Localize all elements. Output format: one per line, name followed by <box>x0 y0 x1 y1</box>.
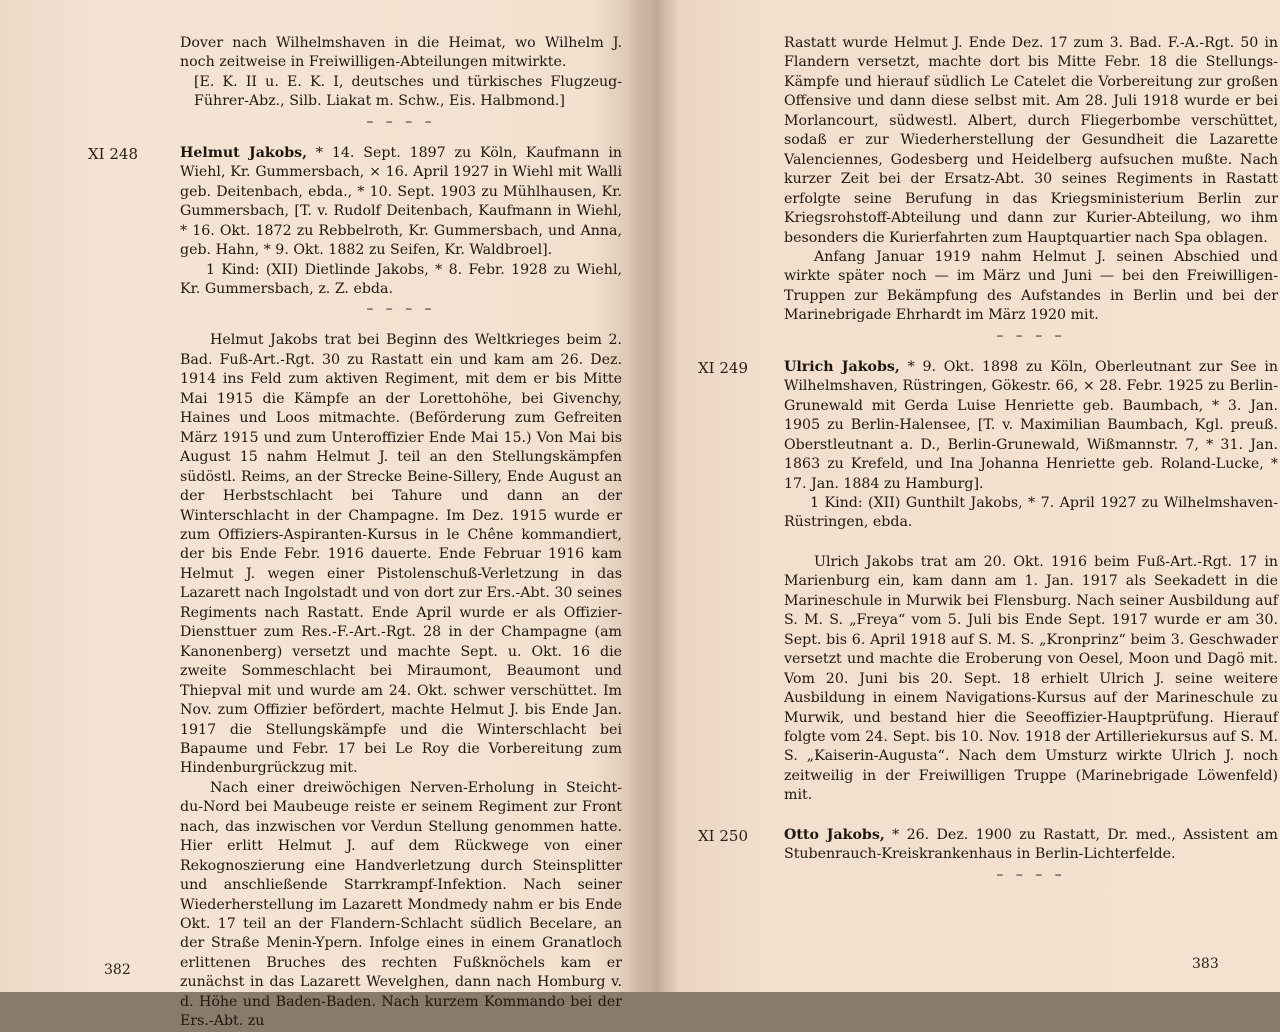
child-line: 1 Kind: (XII) Gunthilt Jakobs, * 7. April 1927 zu Wilhelmshaven-Rüstringen, ebda. <box>784 494 1278 531</box>
entry-biography <box>784 826 1278 865</box>
military-record-paragraph-1: Helmut Jakobs trat bei Beginn des Weltkrieges beim 2. Bad. Fuß-Art.-Rgt. 30 zu Rastatt ein und kam am 26. Dez. 1914 ins Feld zum aktiven Regiment, mit dem er bis Mitte Mai 1915 die Kämpfe an der Lorettohöhe, bei Givenchy, Haines und Loos mitmachte. (Beförderung zum Gefreiten März 1915 und zum Unteroffizier Ende Mai 15.) Von Mai bis August 15 nahm Helmut J. teil an den Stellungskämpfen südöstl. Reims, an der Strecke Beine-Sillery, Ende August an der Herbstschlacht bei Tahure und dann an der Winterschlacht in der Champagne. Im Dez. 1915 wurde er zum Offiziers-Aspiranten-Kursus in le Chêne kommandiert, der bis Ende Febr. 1916 dauerte. Ende Februar 1916 kam Helmut J. wegen einer Pistolenschuß-Verletzung in das Lazarett nach Ingolstadt und von dort zur Ers.-Abt. 30 seines Regiments nach Rastatt. Ende April wurde er als Offizier-Diensttuer zum Res.-F.-Art.-Rgt. 28 in der Champagne (am Kanonenberg) versetzt und machte Sept. u. Okt. 16 die zweite Sommeschlacht bei Miraumont, Beaumont und Thiepval mit und wurde am 24. Okt. schwer verschüttet. Im Nov. zum Offizier befördert, machte Helmut J. bis Ende Jan. 1917 die Stellungskämpfe und die Winterschlacht bei Bapaume und Febr. 17 bei Le Roy die Vorbereitung zum Hindenburgrückzug mit. <box>180 332 622 777</box>
entry-xi-250 <box>698 826 1278 883</box>
biography-text: * 9. Okt. 1898 zu Köln, Oberleutnant zur See in Wilhelmshaven, Rüstringen, Gökestr. 66, ⨯ 28. Febr. 1925 zu Berlin-Grunewald mit Gerda Luise Henriette geb. Baumbach, * 3. Jan. 1905 zu Berlin-Halensee, [T. v. Maximilian Baumbach, Kgl. preuß. Oberstleutnant a. D., Berlin-Grunewald, Wißmannstr. 7, * 31. Jan. 1863 zu Krefeld, und Ina Johanna Henriette geb. Roland-Lucke, * 17. Jan. 1884 zu Hamburg]. <box>784 358 1279 492</box>
biography-text: * 26. Dez. 1900 zu Rastatt, Dr. med., Assistent am Stubenrauch-Kreiskrankenhaus in Berlin-Lichterfelde. <box>784 826 1278 863</box>
entry-separator: – – – – <box>366 301 436 318</box>
entry-biography <box>784 358 1278 494</box>
continuation-text-2: Anfang Januar 1919 nahm Helmut J. seinen Abschied und wirkte später noch — im März und Juni — bei den Freiwilligen-Truppen zur Bekämpfung des Aufstandes in Berlin und bei der Marinebrigade Ehrhardt im März 1920 mit. <box>784 248 1278 324</box>
person-name: Helmut Jakobs, <box>180 144 308 161</box>
decorations-bracket: [E. K. II u. E. K. I, deutsches und türkisches Flugzeug-Führer-Abz., Silb. Liakat m. Schw., Eis. Halbmond.] <box>194 73 622 110</box>
entry-separator: – – – – <box>996 866 1066 883</box>
child-line: 1 Kind: (XII) Dietlinde Jakobs, * 8. Febr. 1928 zu Wiehl, Kr. Gummersbach, z. Z. ebda. <box>180 261 622 297</box>
page-number-right: 383 <box>1192 956 1219 972</box>
section-separator: – – – – <box>996 327 1066 344</box>
right-page <box>660 0 1280 992</box>
right-text-column <box>698 34 1279 887</box>
person-name: Ulrich Jakobs, <box>784 358 900 375</box>
entry-number: XI 248 <box>88 144 139 163</box>
continuation-text: Rastatt wurde Helmut J. Ende Dez. 17 zum 3. Bad. F.-A.-Rgt. 50 in Flandern versetzt, machte dort bis Mitte Febr. 18 die Stellungs-Kämpfe und hierauf südlich Le Catelet die Vorbereitung zur großen Offensive und dann diese selbst mit. Am 28. Juli 1918 wurde er bei Morlancourt, südwestl. Albert, durch Fliegerbombe verschüttet, sodaß er zur Wiederherstellung der Gesundheit die Lazarette Valenciennes, Godesberg und Heidelberg aufsuchen mußte. Nach kurzer Zeit bei der Ersatz-Abt. 30 seines Regiments in Rastatt erfolgte seine Berufung in das Kriegsministerium Berlin zur Kriegsrohstoff-Abteilung und dann zur Kurier-Abteilung, wo ihm besonders die Kurierfahrten zum Hauptquartier nach Spa oblagen. <box>784 35 1278 246</box>
military-record-paragraph: Ulrich Jakobs trat am 20. Okt. 1916 beim Fuß-Art.-Rgt. 17 in Marienburg ein, kam dann am 1. Jan. 1917 als Seekadett in die Marineschule in Murwik bei Flensburg. Nach seiner Ausbildung auf S. M. S. „Freya“ vom 5. Juli bis Ende Sept. 1917 wurde er am 30. Sept. bis 6. April 1918 auf S. M. S. „Kronprinz“ beim 3. Geschwader versetzt und machte die Eroberung von Oesel, Moon und Dagö mit. Vom 20. Juni bis 20. Sept. 18 erhielt Ulrich J. seine weitere Ausbildung in einem Navigations-Kursus auf der Marineschule zu Murwik, und bestand hier die Seeoffizier-Hauptprüfung. Hierauf folgte vom 24. Sept. bis 10. Nov. 1918 der Artilleriekursus auf S. M. S. „Kaiserin-Augusta“. Nach dem Umsturz wirkte Ulrich J. noch zeitweilig in der Freiwilligen Truppe (Marinebrigade Löwenfeld) mit. <box>784 553 1278 804</box>
left-page <box>0 0 640 1030</box>
biography-text: * 14. Sept. 1897 zu Köln, Kaufmann in Wiehl, Kr. Gummersbach, ⨯ 16. April 1927 in Wiehl mit Walli geb. Deitenbach, ebda., * 10. Sept. 1903 zu Mühlhausen, Kr. Gummersbach, [T. v. Rudolf Deitenbach, Kaufmann in Wiehl, * 16. Okt. 1872 zu Rebbelroth, Kr. Gummersbach, und Anna, geb. Hahn, * 9. Okt. 1882 zu Seifen, Kr. Waldbroel]. <box>180 144 623 259</box>
entry-number: XI 250 <box>698 826 749 845</box>
entry-number: XI 249 <box>698 358 749 377</box>
page-number-left: 382 <box>104 962 131 978</box>
entry-biography <box>180 144 622 261</box>
entry-xi-249 <box>698 358 1279 806</box>
section-separator: – – – – <box>366 113 436 130</box>
person-name: Otto Jakobs, <box>784 826 885 843</box>
military-record-paragraph-2: Nach einer dreiwöchigen Nerven-Erholung in Steicht-du-Nord bei Maubeuge reiste er seinem Regiment zur Front nach, das inzwischen vor Verdun Stellung genommen hatte. Hier erlitt Helmut J. auf dem Rückwege von einer Rekognoszierung eine Handverletzung durch Steinsplitter und anschließende Starrkrampf-Infektion. Nach seiner Wiederherstellung im Lazarett Mondmedy nahm er bis Ende Okt. 17 teil an der Flandern-Schlacht südlich Becelare, an der Straße Menin-Ypern. Infolge eines in einem Granatloch erlittenen Bruches des rechten Fußknöchels kam er zunächst in das Lazarett Wevelghen, dann nach Homburg v. d. Höhe und Baden-Baden. Nach kurzem Kommando bei der Ers.-Abt. zu <box>180 779 622 1030</box>
continuation-text: Dover nach Wilhelmshaven in die Heimat, wo Wilhelm J. noch zeitweise in Freiwilligen-Abteilungen mitwirkte. <box>180 35 622 71</box>
